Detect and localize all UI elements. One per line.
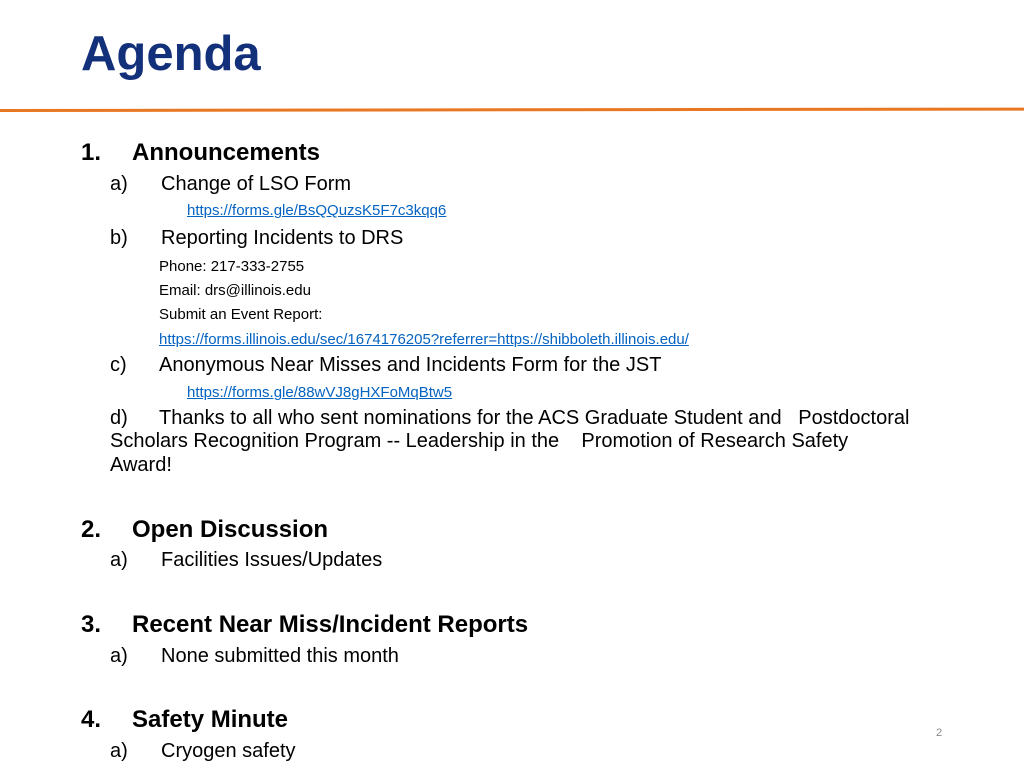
item-1d-line-3: Award! bbox=[110, 454, 172, 476]
section-2-number: 2. bbox=[81, 516, 102, 543]
item-1c-letter: c) bbox=[110, 354, 127, 376]
lso-form-link[interactable]: https://forms.gle/BsQQuzsK5F7c3kqq6 bbox=[187, 202, 447, 219]
section-4-heading: Safety Minute bbox=[132, 706, 289, 733]
section-4-number: 4. bbox=[81, 706, 102, 733]
item-1a-text: Change of LSO Form bbox=[161, 173, 352, 195]
slide-title: Agenda bbox=[81, 27, 261, 81]
item-3a-letter: a) bbox=[110, 645, 128, 667]
section-1-number: 1. bbox=[81, 139, 102, 166]
section-3-number: 3. bbox=[81, 611, 102, 638]
drs-email: Email: drs@illinois.edu bbox=[159, 282, 311, 299]
item-1a-letter: a) bbox=[110, 173, 128, 195]
item-1d-line-1: Thanks to all who sent nominations for the ACS Graduate Student and Postdoctoral bbox=[159, 407, 910, 429]
event-report-link[interactable]: https://forms.illinois.edu/sec/1674176205?referrer=https://shibboleth.illinois.edu/ bbox=[159, 331, 689, 348]
item-4a-letter: a) bbox=[110, 740, 128, 762]
near-miss-form-link[interactable]: https://forms.gle/88wVJ8gHXFoMqBtw5 bbox=[187, 384, 453, 401]
item-1c-text: Anonymous Near Misses and Incidents Form for the JST bbox=[159, 354, 662, 376]
item-2a-letter: a) bbox=[110, 549, 128, 571]
title-divider bbox=[0, 108, 1024, 112]
section-1-heading: Announcements bbox=[132, 139, 321, 166]
item-3a-text: None submitted this month bbox=[161, 645, 399, 667]
section-2-heading: Open Discussion bbox=[132, 516, 329, 543]
item-1b-text: Reporting Incidents to DRS bbox=[161, 227, 404, 249]
section-3-heading: Recent Near Miss/Incident Reports bbox=[132, 611, 529, 638]
event-report-label: Submit an Event Report: bbox=[159, 306, 323, 323]
drs-phone: Phone: 217-333-2755 bbox=[159, 258, 305, 275]
item-1b-letter: b) bbox=[110, 227, 128, 249]
page-number: 2 bbox=[936, 727, 943, 739]
item-2a-text: Facilities Issues/Updates bbox=[161, 549, 383, 571]
item-1d-line-2: Scholars Recognition Program -- Leadership in the Promotion of Research Safety bbox=[110, 430, 849, 452]
item-1d-letter: d) bbox=[110, 407, 128, 429]
item-4a-text: Cryogen safety bbox=[161, 740, 296, 762]
